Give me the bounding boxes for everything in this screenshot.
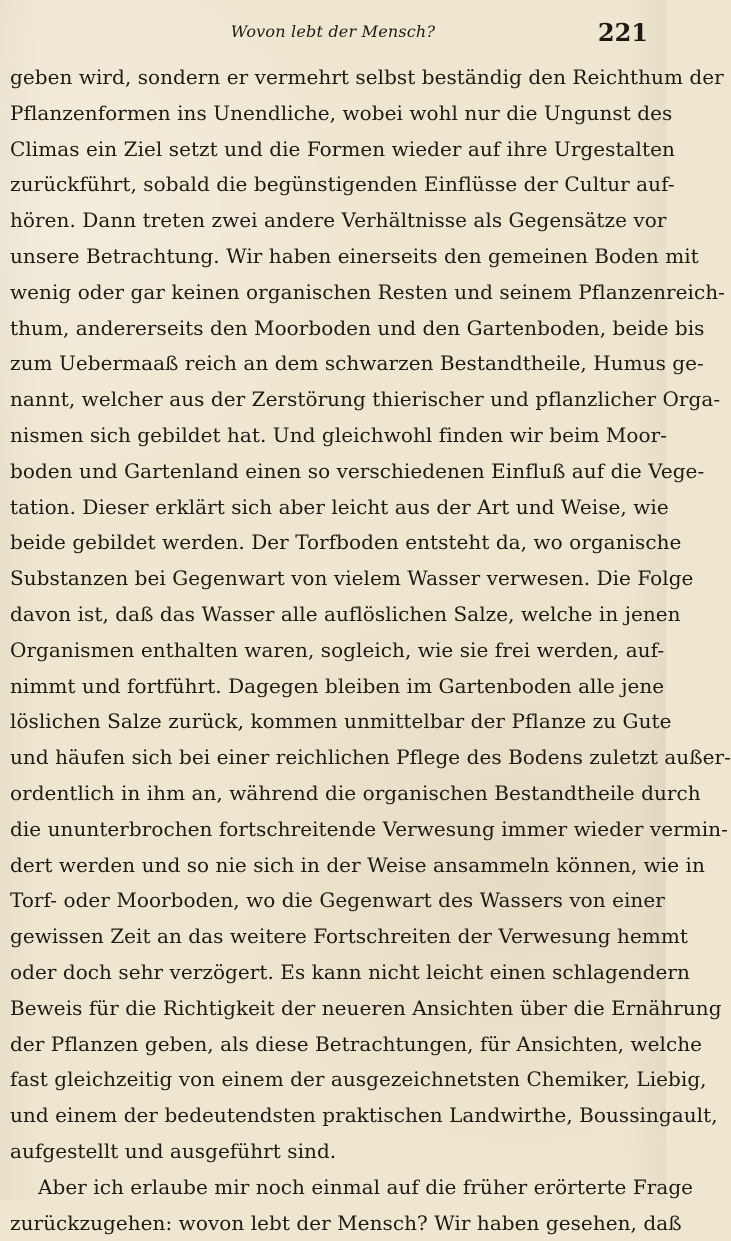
text-line: löslichen Salze zurück, kommen unmittelbar der Pflanze zu Gute bbox=[10, 704, 650, 740]
text-line: geben wird, sondern er vermehrt selbst beständig den Reichthum der bbox=[10, 60, 650, 96]
text-line: nimmt und fortführt. Dagegen bleiben im Gartenboden alle jene bbox=[10, 669, 650, 705]
text-line: tation. Dieser erklärt sich aber leicht aus der Art und Weise, wie bbox=[10, 490, 650, 526]
text-line: thum, andererseits den Moorboden und den Gartenboden, beide bis bbox=[10, 311, 650, 347]
text-line: hören. Dann treten zwei andere Verhältnisse als Gegensätze vor bbox=[10, 203, 650, 239]
text-line: nannt, welcher aus der Zerstörung thierischer und pflanzlicher Orga- bbox=[10, 382, 650, 418]
text-line: boden und Gartenland einen so verschiedenen Einfluß auf die Vege- bbox=[10, 454, 650, 490]
text-line: die ununterbrochen fortschreitende Verwesung immer wieder vermin- bbox=[10, 812, 650, 848]
text-line: wenig oder gar keinen organischen Resten und seinem Pflanzenreich- bbox=[10, 275, 650, 311]
text-line: Torf- oder Moorboden, wo die Gegenwart des Wassers von einer bbox=[10, 883, 650, 919]
text-line: der Pflanzen geben, als diese Betrachtungen, für Ansichten, welche bbox=[10, 1027, 650, 1063]
text-line: Beweis für die Richtigkeit der neueren Ansichten über die Ernährung bbox=[10, 991, 650, 1027]
text-line: davon ist, daß das Wasser alle auflöslichen Salze, welche in jenen bbox=[10, 597, 650, 633]
running-title: Wovon lebt der Mensch? bbox=[0, 22, 666, 41]
text-line: gewissen Zeit an das weitere Fortschreiten der Verwesung hemmt bbox=[10, 919, 650, 955]
text-line: und einem der bedeutendsten praktischen Landwirthe, Boussingault, bbox=[10, 1098, 650, 1134]
text-line: zurückführt, sobald die begünstigenden Einflüsse der Cultur auf- bbox=[10, 167, 650, 203]
text-line: beide gebildet werden. Der Torfboden entsteht da, wo organische bbox=[10, 525, 650, 561]
text-line: fast gleichzeitig von einem der ausgezeichnetsten Chemiker, Liebig, bbox=[10, 1062, 650, 1098]
page-number: 221 bbox=[598, 18, 648, 47]
text-line: Climas ein Ziel setzt und die Formen wieder auf ihre Urgestalten bbox=[10, 132, 650, 168]
text-line: aufgestellt und ausgeführt sind. bbox=[10, 1134, 650, 1170]
text-line: Pflanzenformen ins Unendliche, wobei wohl nur die Ungunst des bbox=[10, 96, 650, 132]
text-line: Substanzen bei Gegenwart von vielem Wasser verwesen. Die Folge bbox=[10, 561, 650, 597]
running-head bbox=[0, 14, 666, 50]
text-line: dert werden und so nie sich in der Weise ansammeln können, wie in bbox=[10, 848, 650, 884]
body-text bbox=[10, 60, 650, 1241]
text-line: oder doch sehr verzögert. Es kann nicht leicht einen schlagendern bbox=[10, 955, 650, 991]
text-line: nismen sich gebildet hat. Und gleichwohl finden wir beim Moor- bbox=[10, 418, 650, 454]
text-line: unsere Betrachtung. Wir haben einerseits den gemeinen Boden mit bbox=[10, 239, 650, 275]
text-line: Aber ich erlaube mir noch einmal auf die früher erörterte Frage bbox=[10, 1170, 650, 1206]
text-line: und häufen sich bei einer reichlichen Pflege des Bodens zuletzt außer- bbox=[10, 740, 650, 776]
text-line: Organismen enthalten waren, sogleich, wie sie frei werden, auf- bbox=[10, 633, 650, 669]
text-line: zurückzugehen: wovon lebt der Mensch? Wir haben gesehen, daß bbox=[10, 1206, 650, 1241]
text-line: zum Uebermaaß reich an dem schwarzen Bestandtheile, Humus ge- bbox=[10, 346, 650, 382]
text-line: ordentlich in ihm an, während die organischen Bestandtheile durch bbox=[10, 776, 650, 812]
